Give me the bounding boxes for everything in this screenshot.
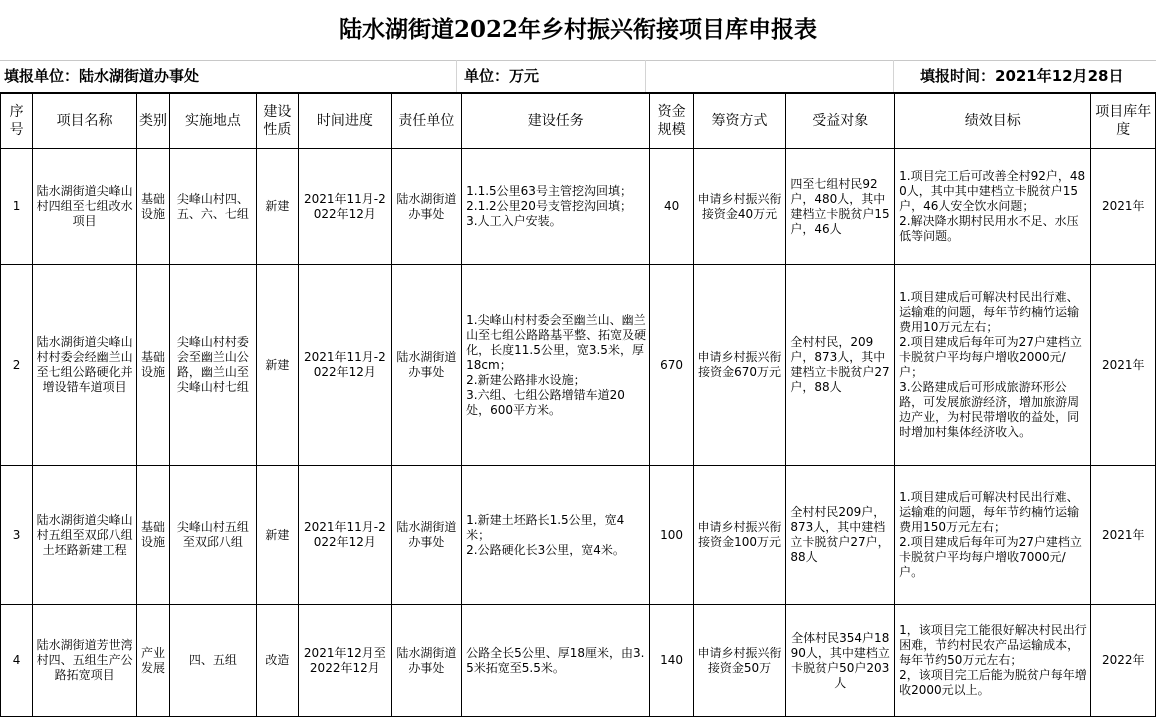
cell-goals bbox=[895, 149, 1091, 265]
cell-goals bbox=[895, 605, 1091, 717]
cell-schedule: 2021年11月-2022年12月 bbox=[299, 466, 392, 605]
header-no: 序号 bbox=[1, 94, 33, 149]
task-line: 2.1.2公里20号支管挖沟回填； bbox=[466, 199, 632, 213]
task-line: 3.人工入户安装。 bbox=[466, 214, 562, 228]
reporting-unit: 填报单位：陆水湖街道办事处 bbox=[4, 67, 200, 85]
cell-nature: 新建 bbox=[256, 466, 298, 605]
project-table bbox=[0, 93, 1156, 717]
cell-funds: 100 bbox=[650, 466, 693, 605]
goal-line: 1.项目完工后可改善全村92户，480人，其中其中建档立卡脱贫户15户，46人安全饮水问题； bbox=[899, 169, 1086, 213]
header-funds: 资金规模 bbox=[650, 94, 693, 149]
cell-funding: 申请乡村振兴衔接资金40万元 bbox=[693, 149, 786, 265]
cell-no: 3 bbox=[1, 466, 33, 605]
cell-unit: 陆水湖街道办事处 bbox=[391, 265, 461, 466]
cell-goals bbox=[895, 466, 1091, 605]
cell-funds: 140 bbox=[650, 605, 693, 717]
cell-tasks bbox=[462, 605, 650, 717]
header-schedule: 时间进度 bbox=[299, 94, 392, 149]
task-line: 公路全长5公里、厚18厘米，由3.5米拓宽至5.5米。 bbox=[466, 645, 645, 675]
cell-location: 尖峰山村村委会至幽兰山公路，幽兰山至尖峰山村七组 bbox=[170, 265, 257, 466]
header-funding: 筹资方式 bbox=[693, 94, 786, 149]
currency-unit: 单位：万元 bbox=[464, 67, 540, 85]
task-line: 1.尖峰山村村委会至幽兰山、幽兰山至七组公路路基平整、拓宽及硬化，长度11.5公里，宽3.5米，厚18cm； bbox=[466, 312, 647, 372]
cell-beneficiary: 四至七组村民92户，480人，其中建档立卡脱贫户15户，46人 bbox=[786, 149, 895, 265]
header-name: 项目名称 bbox=[33, 94, 137, 149]
grid-line bbox=[456, 60, 457, 92]
task-line: 2.新建公路排水设施； bbox=[466, 372, 586, 387]
cell-name: 陆水湖街道芳世湾村四、五组生产公路拓宽项目 bbox=[33, 605, 137, 717]
cell-unit: 陆水湖街道办事处 bbox=[391, 149, 461, 265]
grid-line bbox=[645, 60, 646, 92]
cell-funds: 670 bbox=[650, 265, 693, 466]
cell-location: 四、五组 bbox=[170, 605, 257, 717]
cell-nature: 新建 bbox=[256, 265, 298, 466]
header-unit: 责任单位 bbox=[391, 94, 461, 149]
cell-tasks bbox=[462, 149, 650, 265]
cell-year: 2022年 bbox=[1091, 605, 1156, 717]
cell-category: 基础设施 bbox=[136, 466, 169, 605]
cell-unit: 陆水湖街道办事处 bbox=[391, 605, 461, 717]
header-tasks: 建设任务 bbox=[462, 94, 650, 149]
header-category: 类别 bbox=[136, 94, 169, 149]
cell-no: 4 bbox=[1, 605, 33, 717]
header-beneficiary: 受益对象 bbox=[786, 94, 895, 149]
cell-beneficiary: 全村村民209户，873人，其中建档立卡脱贫户27户，88人 bbox=[786, 466, 895, 605]
cell-beneficiary: 全村村民，209户，873人，其中 建档立卡脱贫户27户，88人 bbox=[786, 265, 895, 466]
cell-year: 2021年 bbox=[1091, 466, 1156, 605]
header-nature: 建设性质 bbox=[256, 94, 298, 149]
cell-name: 陆水湖街道尖峰山村村委会经幽兰山至七组公路硬化并增设错车道项目 bbox=[33, 265, 137, 466]
cell-nature: 改造 bbox=[256, 605, 298, 717]
cell-schedule: 2021年12月至2022年12月 bbox=[299, 605, 392, 717]
table-row bbox=[1, 149, 1156, 265]
task-line: 3.六组、七组公路增错车道20处，600平方米。 bbox=[466, 387, 625, 417]
cell-beneficiary: 全体村民354户1890人，其中建档立卡脱贫户50户203人 bbox=[786, 605, 895, 717]
goal-line: 1，该项目完工能很好解决村民出行困难，节约村民农产品运输成本，每年节约50万元左右； bbox=[899, 623, 1087, 667]
cell-location: 尖峰山村四、五、六、七组 bbox=[170, 149, 257, 265]
table-row bbox=[1, 265, 1156, 466]
cell-unit: 陆水湖街道办事处 bbox=[391, 466, 461, 605]
cell-nature: 新建 bbox=[256, 149, 298, 265]
cell-no: 2 bbox=[1, 265, 33, 466]
header-location: 实施地点 bbox=[170, 94, 257, 149]
header-year: 项目库年度 bbox=[1091, 94, 1156, 149]
cell-funds: 40 bbox=[650, 149, 693, 265]
cell-tasks bbox=[462, 265, 650, 466]
cell-year: 2021年 bbox=[1091, 149, 1156, 265]
cell-category: 基础设施 bbox=[136, 149, 169, 265]
table-row bbox=[1, 605, 1156, 717]
cell-category: 基础设施 bbox=[136, 265, 169, 466]
table-row bbox=[1, 466, 1156, 605]
cell-category: 产业发展 bbox=[136, 605, 169, 717]
report-date: 填报时间：2021年12月28日 bbox=[920, 67, 1124, 85]
goal-line: 1.项目建成后可解决村民出行难、运输难的问题，每年节约楠竹运输费用10万元左右； bbox=[899, 290, 1080, 334]
task-line: 2.公路硬化长3公里，宽4米。 bbox=[466, 542, 625, 557]
goal-line: 2.解决降水期村民用水不足、水压低等问题。 bbox=[899, 214, 1079, 243]
header-goals: 绩效目标 bbox=[895, 94, 1091, 149]
cell-schedule: 2021年11月-2022年12月 bbox=[299, 149, 392, 265]
cell-no: 1 bbox=[1, 149, 33, 265]
page-title: 陆水湖街道2022年乡村振兴衔接项目库申报表 bbox=[0, 0, 1156, 61]
goal-line: 1.项目建成后可解决村民出行难、运输难的问题，每年节约楠竹运输费用150万元左右； bbox=[899, 490, 1080, 534]
cell-name: 陆水湖街道尖峰山村五组至双邱八组土坯路新建工程 bbox=[33, 466, 137, 605]
cell-tasks bbox=[462, 466, 650, 605]
goal-line: 3.公路建成后可形成旅游环形公路，可发展旅游经济，增加旅游周边产业，为村民带增收的益处，同时增加村集体经济收入。 bbox=[899, 380, 1080, 439]
cell-year: 2021年 bbox=[1091, 265, 1156, 466]
goal-line: 2，该项目完工后能为脱贫户每年增收2000元以上。 bbox=[899, 668, 1087, 697]
task-line: 1.新建土坯路长1.5公里，宽4米； bbox=[466, 512, 625, 542]
goal-line: 2.项目建成后每年可为27户建档立卡脱贫户平均每户增收7000元/户。 bbox=[899, 535, 1082, 579]
cell-goals bbox=[895, 265, 1091, 466]
cell-funding: 申请乡村振兴衔接资金100万元 bbox=[693, 466, 786, 605]
cell-funding: 申请乡村振兴衔接资金670万元 bbox=[693, 265, 786, 466]
header-row bbox=[1, 94, 1156, 149]
cell-name: 陆水湖街道尖峰山村四组至七组改水项目 bbox=[33, 149, 137, 265]
cell-schedule: 2021年11月-2022年12月 bbox=[299, 265, 392, 466]
cell-funding: 申请乡村振兴衔接资金50万 bbox=[693, 605, 786, 717]
cell-location: 尖峰山村五组至双邱八组 bbox=[170, 466, 257, 605]
task-line: 1.1.5公里63号主管挖沟回填； bbox=[466, 184, 632, 198]
grid-line bbox=[893, 60, 894, 92]
goal-line: 2.项目建成后每年可为27户建档立卡脱贫户平均每户增收2000元/户； bbox=[899, 335, 1082, 379]
